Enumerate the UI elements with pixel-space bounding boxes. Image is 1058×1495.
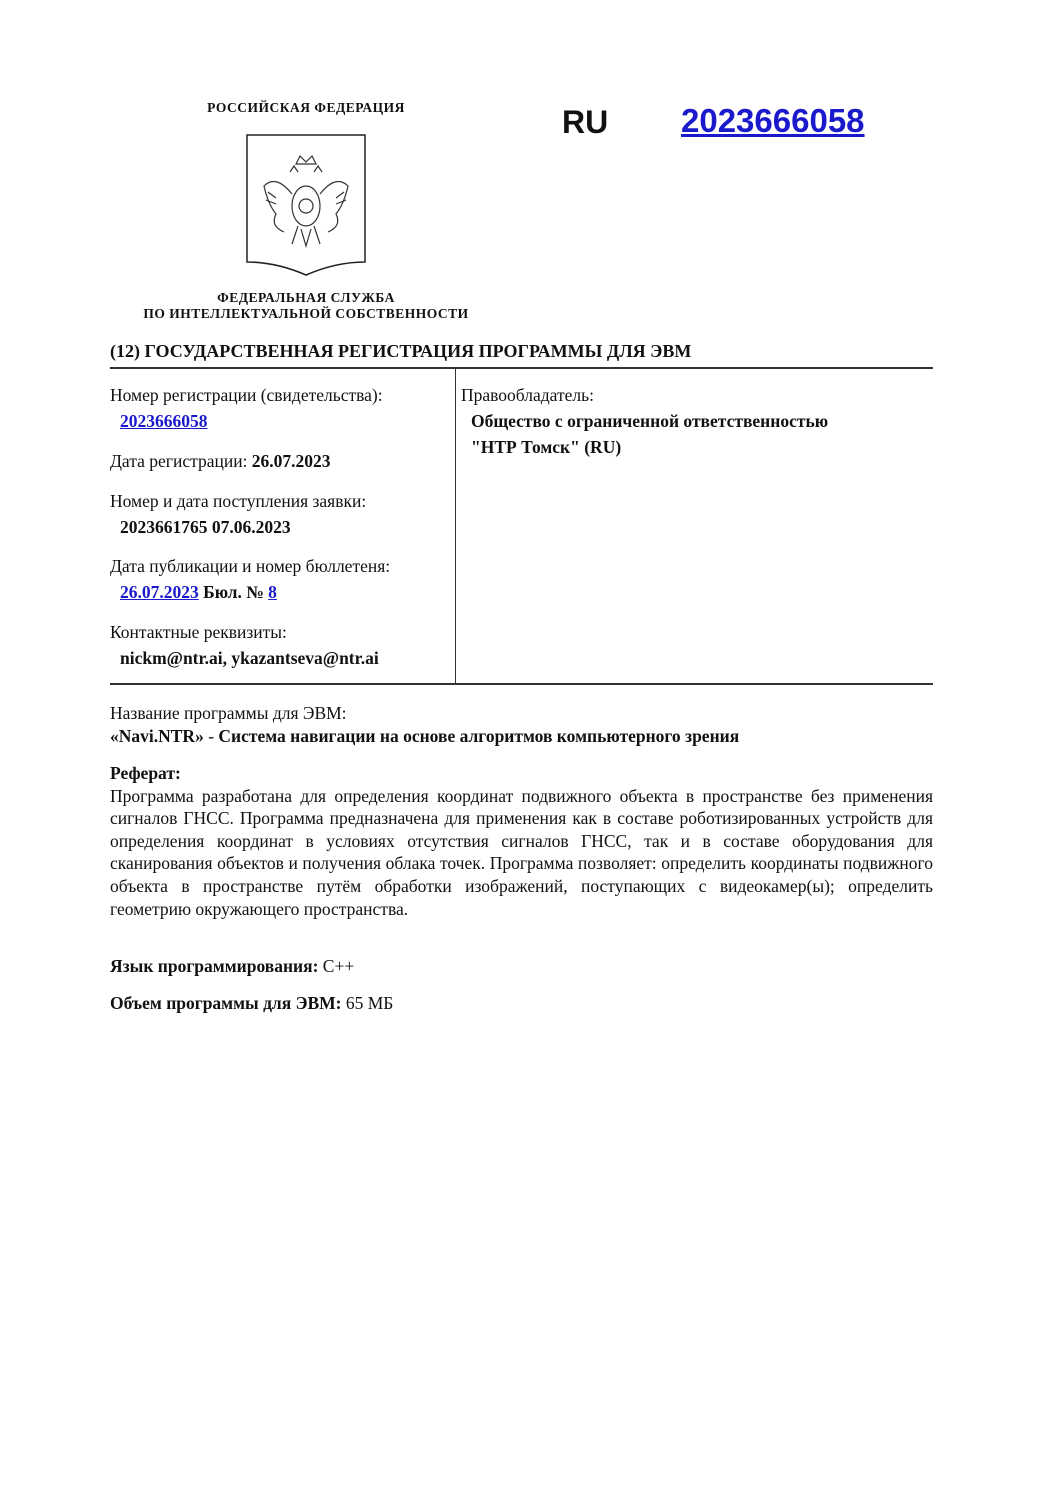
holder-label: Правообладатель: (461, 385, 594, 405)
holder-line2: "НТР Томск" (471, 437, 580, 457)
holder-country: (RU) (584, 437, 622, 457)
column-divider (455, 368, 456, 684)
language-value: C++ (322, 956, 355, 976)
holder-field (461, 382, 828, 460)
country-name: РОССИЙСКАЯ ФЕДЕРАЦИЯ (207, 100, 405, 115)
size-field (110, 992, 933, 1015)
program-name-label: Название программы для ЭВМ: (110, 703, 347, 723)
agency-line1: ФЕДЕРАЛЬНАЯ СЛУЖБА (217, 290, 395, 305)
bulletin-number-link[interactable]: 8 (268, 582, 277, 602)
state-emblem (246, 134, 366, 276)
reg-number-link[interactable]: 2023666058 (120, 411, 208, 431)
divider (110, 367, 933, 369)
doc-number-link[interactable]: 2023666058 (681, 102, 865, 139)
reg-label: Номер регистрации (свидетельства): (110, 385, 383, 405)
name-separator: - (203, 725, 219, 746)
agency-name (100, 290, 512, 322)
program-short-name: «Navi.NTR» (110, 725, 204, 746)
program-name-section (110, 702, 933, 747)
publication-label: Дата публикации и номер бюллетеня: (110, 556, 391, 576)
abstract-section (110, 762, 933, 920)
publication-field (110, 553, 390, 605)
program-full-name: Система навигации на основе алгоритмов компьютерного зрения (218, 725, 740, 746)
reg-date: 26.07.2023 (251, 451, 331, 471)
abstract-text: Программа разработана для определения координат подвижного объекта в пространстве без применения сигналов ГНСС. Программа предназначена для применения как в составе роботизированных устройств для определения координат в условиях отсутствия сигналов ГНСС, так и в составе оборудования для сканирования объектов и получения облака точек. Программа позволяет: определить координаты подвижного объекта в пространстве путём обработки изображений, поступающих с видеокамер(ы); определить геометрию окружающего пространства. (110, 785, 933, 919)
application-value: 2023661765 07.06.2023 (120, 517, 291, 537)
abstract-label: Реферат: (110, 763, 181, 783)
publication-date-link[interactable]: 26.07.2023 (120, 582, 199, 602)
document-title: (12) ГОСУДАРСТВЕННАЯ РЕГИСТРАЦИЯ ПРОГРАММЫ ДЛЯ ЭВМ (110, 341, 692, 361)
language-field (110, 955, 933, 978)
country-code: RU (562, 104, 609, 140)
size-label: Объем программы для ЭВМ: (110, 993, 342, 1013)
bulletin-label: Бюл. № (203, 582, 264, 602)
reg-date-field (110, 448, 331, 474)
language-label: Язык программирования: (110, 956, 319, 976)
application-field (110, 488, 366, 540)
size-value: 65 МБ (345, 993, 394, 1013)
application-label: Номер и дата поступления заявки: (110, 491, 367, 511)
reg-date-label: Дата регистрации: (110, 451, 248, 471)
contact-field (110, 619, 379, 671)
agency-line2: ПО ИНТЕЛЛЕКТУАЛЬНОЙ СОБСТВЕННОСТИ (143, 306, 469, 321)
holder-line1: Общество с ограниченной ответственностью (471, 411, 829, 431)
contact-value: nickm@ntr.ai, ykazantseva@ntr.ai (120, 648, 379, 668)
divider (110, 683, 933, 685)
contact-label: Контактные реквизиты: (110, 622, 287, 642)
reg-field (110, 382, 383, 434)
